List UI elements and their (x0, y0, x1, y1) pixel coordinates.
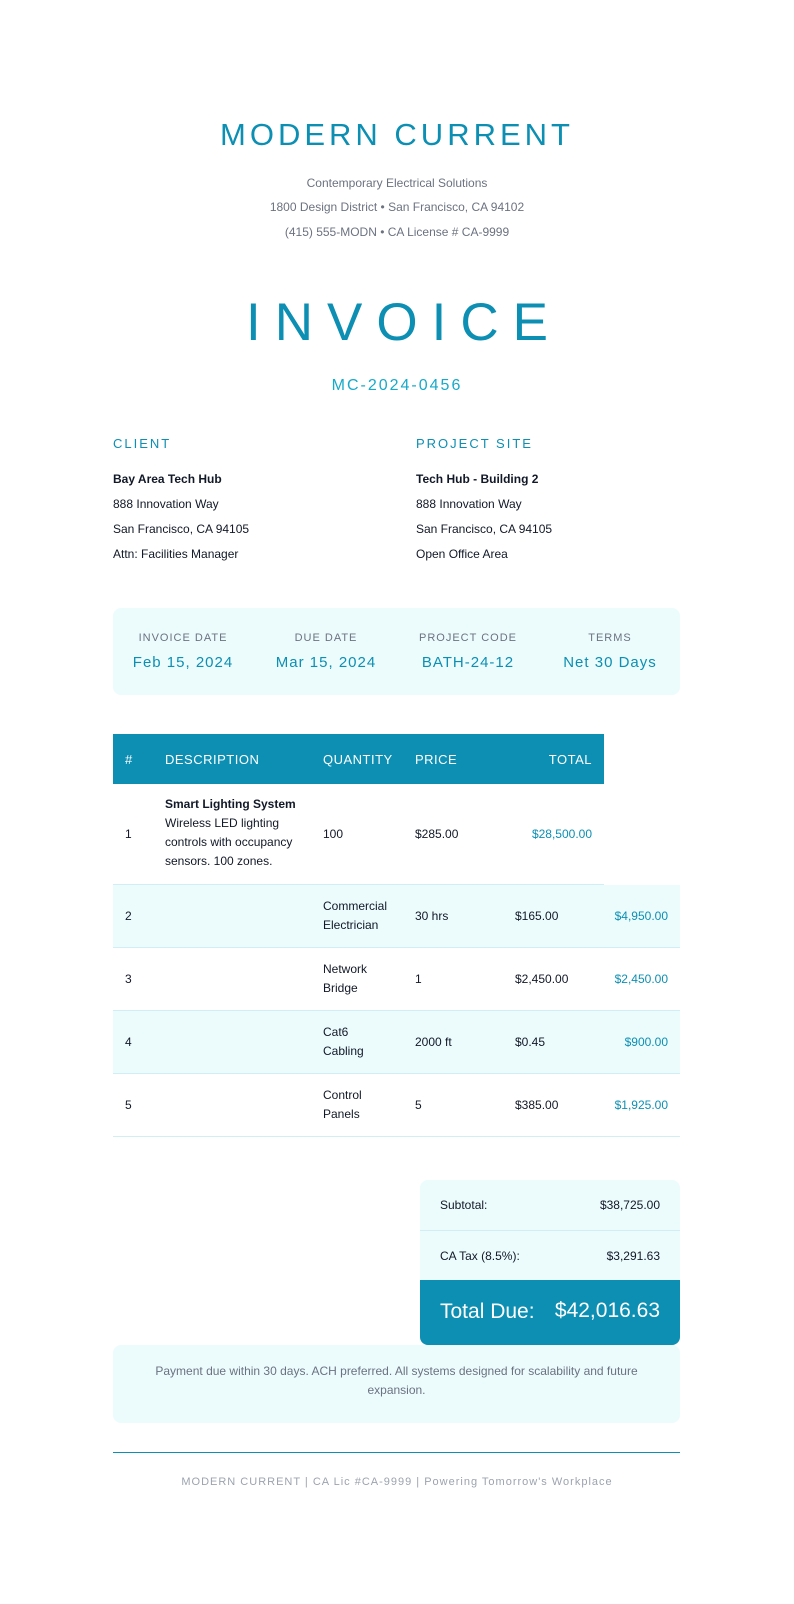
subtotal-value: $38,725.00 (599, 1198, 660, 1212)
client-block (113, 436, 413, 560)
client-street: 888 Innovation Way (113, 497, 219, 511)
table-row (113, 885, 680, 948)
invoice-number: MC-2024-0456 (331, 377, 463, 394)
client-attn: Attn: Facilities Manager (113, 547, 239, 561)
meta-value: Feb 15, 2024 (132, 654, 234, 671)
row-quantity: 100 (323, 827, 344, 841)
subtotal-label: Subtotal: (440, 1198, 488, 1212)
footer-divider (113, 1452, 680, 1453)
client-label: CLIENT (113, 436, 172, 451)
project-site-block (416, 436, 716, 560)
header-total: TOTAL (548, 752, 592, 767)
invoice-title: INVOICE (246, 293, 562, 352)
client-city: San Francisco, CA 94105 (113, 522, 250, 536)
row-num: 4 (125, 1035, 132, 1049)
table-row (113, 948, 680, 1011)
total-due-value: $42,016.63 (554, 1299, 660, 1322)
company-tagline: Contemporary Electrical Solutions (306, 176, 488, 190)
row-item-line: Control (323, 1088, 362, 1102)
row-item (323, 897, 387, 935)
row-item (323, 1086, 362, 1124)
row-total: $900.00 (624, 1035, 668, 1049)
table-row (113, 1011, 680, 1074)
tax-label: CA Tax (8.5%): (440, 1249, 520, 1263)
row-price: $0.45 (515, 1035, 546, 1049)
meta-invoice-date (113, 632, 253, 671)
row-total: $1,925.00 (614, 1098, 668, 1112)
row-item-line: Cat6 (323, 1025, 349, 1039)
table-row (113, 1074, 680, 1137)
row-total: $4,950.00 (614, 909, 668, 923)
row-num: 3 (125, 972, 132, 986)
row-item-line: Panels (323, 1107, 360, 1121)
row-item (323, 1023, 364, 1061)
row-quantity: 5 (415, 1098, 422, 1112)
table-row (113, 784, 604, 885)
row-description (165, 795, 305, 871)
row-item-detail: Wireless LED lighting controls with occupancy sensors. 100 zones. (165, 816, 293, 868)
tax-line (420, 1231, 680, 1281)
meta-due-date (256, 632, 396, 671)
meta-project-code (398, 632, 538, 671)
totals-summary (420, 1180, 680, 1282)
header-description: DESCRIPTION (165, 752, 260, 767)
row-total: $28,500.00 (531, 827, 592, 841)
row-quantity: 2000 ft (415, 1035, 452, 1049)
table-header (113, 734, 604, 784)
meta-label: PROJECT CODE (419, 632, 517, 644)
site-name: Tech Hub - Building 2 (416, 472, 539, 486)
site-city: San Francisco, CA 94105 (416, 522, 553, 536)
site-label: PROJECT SITE (416, 436, 533, 451)
invoice-meta-box (113, 608, 680, 695)
footer-text: MODERN CURRENT | CA Lic #CA-9999 | Powering Tomorrow's Workplace (181, 1476, 613, 1488)
subtotal-line (420, 1180, 680, 1230)
site-street: 888 Innovation Way (416, 497, 522, 511)
header-num: # (125, 752, 133, 767)
row-item (323, 960, 367, 998)
row-quantity: 1 (415, 972, 422, 986)
meta-value: Net 30 Days (563, 654, 657, 671)
header-price: PRICE (415, 752, 458, 767)
row-num: 1 (125, 827, 132, 841)
row-price: $165.00 (515, 909, 559, 923)
total-due-label: Total Due: (440, 1300, 535, 1323)
row-price: $285.00 (415, 827, 459, 841)
row-num: 5 (125, 1098, 132, 1112)
site-area: Open Office Area (416, 547, 508, 561)
meta-label: DUE DATE (294, 632, 358, 644)
row-item-line: Cabling (323, 1044, 364, 1058)
row-item-line: Commercial (323, 899, 388, 913)
payment-note: Payment due within 30 days. ACH preferred. All systems designed for scalability and future expansion. (113, 1345, 680, 1423)
row-item-title: Smart Lighting System (165, 797, 296, 811)
client-name: Bay Area Tech Hub (113, 472, 222, 486)
meta-label: INVOICE DATE (138, 632, 228, 644)
row-total: $2,450.00 (614, 972, 668, 986)
company-address: 1800 Design District • San Francisco, CA 94102 (269, 200, 525, 214)
total-due-box (420, 1280, 680, 1345)
row-price: $2,450.00 (515, 972, 569, 986)
tax-value: $3,291.63 (606, 1249, 660, 1263)
meta-label: TERMS (588, 632, 632, 644)
meta-value: Mar 15, 2024 (275, 654, 377, 671)
row-num: 2 (125, 909, 132, 923)
row-item-line: Bridge (323, 981, 358, 995)
company-contact: (415) 555-MODN • CA License # CA-9999 (284, 225, 510, 239)
row-quantity: 30 hrs (415, 909, 449, 923)
meta-terms (540, 632, 680, 671)
company-name: MODERN CURRENT (220, 117, 574, 152)
header-quantity: QUANTITY (323, 752, 393, 767)
row-price: $385.00 (515, 1098, 559, 1112)
meta-value: BATH-24-12 (421, 654, 515, 671)
row-item-line: Electrician (323, 918, 379, 932)
row-item-line: Network (323, 962, 368, 976)
